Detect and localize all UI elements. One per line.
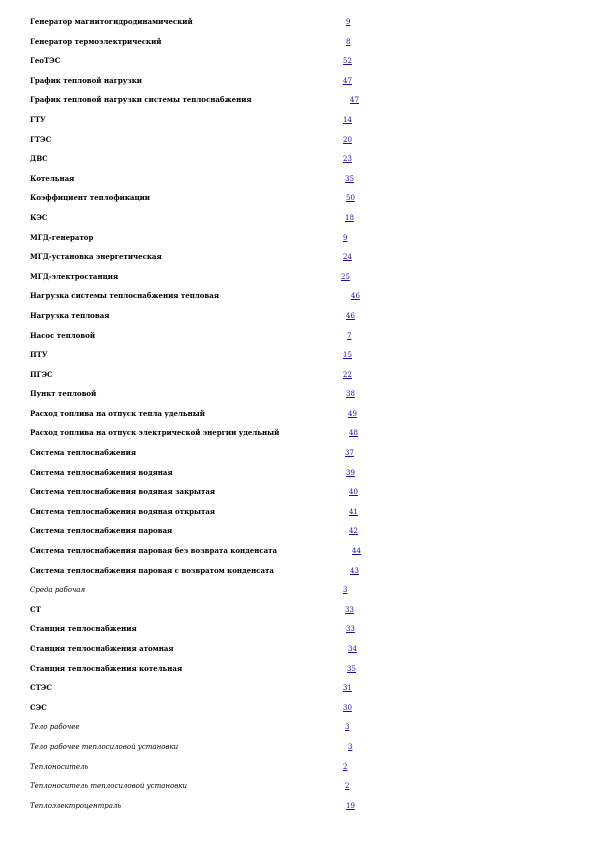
page-number-link[interactable]: 24 [343,253,352,262]
index-entry [0,661,595,681]
index-entry [0,680,595,700]
page-number-link[interactable]: 22 [343,370,352,379]
index-term: Система теплоснабжения водяная открытая [30,506,216,516]
index-entry [0,73,595,93]
index-entry [0,543,595,563]
index-term: Система теплоснабжения паровая [30,526,173,536]
index-entry [0,445,595,465]
page-number-link[interactable]: 47 [350,96,359,105]
index-term: Генератор магнитогидродинамический [30,17,193,26]
index-term: Расход топлива на отпуск электрической энергии удельный [30,428,280,438]
index-entry [0,523,595,543]
page-number-link[interactable]: 3 [343,586,348,595]
index-entry [0,719,595,739]
index-entry [0,621,595,641]
index-term: МГД-электростанция [30,271,119,281]
index-entry [0,308,595,328]
index-entry [0,484,595,504]
page-number-link[interactable]: 9 [343,233,348,242]
page-number-link[interactable]: 25 [341,272,350,281]
index-term: ДВС [30,154,48,164]
page-number-link[interactable]: 39 [346,468,355,477]
page-number-link[interactable]: 2 [343,762,348,771]
index-entry [0,759,595,779]
index-term: Система теплоснабжения паровая с возвратом конденсата [30,565,274,575]
page-number-link[interactable]: 37 [345,449,354,458]
index-term: Система теплоснабжения водяная закрытая [30,487,216,497]
index-entry [0,132,595,152]
index-term: МГД-генератор [30,232,94,242]
index-term: Генератор термоэлектрический [30,36,162,46]
index-term: Система теплоснабжения водяная [30,467,173,477]
page-number-link[interactable]: 3 [348,742,353,751]
index-entry [0,249,595,269]
index-entry [0,504,595,524]
page-number-link[interactable]: 35 [347,664,356,673]
page-number-link[interactable]: 30 [343,703,352,712]
index-term: Тело рабочее теплосиловой установки [30,742,179,751]
index-term: ГеоТЭС [30,56,61,66]
page-number-link[interactable]: 8 [346,37,351,46]
page-number-link[interactable]: 15 [343,351,352,360]
page-number-link[interactable]: 52 [343,57,352,66]
page-number-link[interactable]: 41 [349,507,358,516]
index-term: Система теплоснабжения [30,448,136,458]
index-entry [0,739,595,759]
index-entry [0,230,595,250]
page-number-link[interactable]: 35 [345,174,354,183]
index-entry [0,425,595,445]
index-term: График тепловой нагрузки системы теплоснабжения [30,95,252,105]
index-entry [0,34,595,54]
page-number-link[interactable]: 48 [349,429,358,438]
index-entry [0,92,595,112]
index-term: ГТУ [30,114,46,124]
index-entry [0,602,595,622]
index-entry [0,210,595,230]
index-term: Нагрузка тепловая [30,310,110,320]
index-term: Система теплоснабжения паровая без возврата конденсата [30,546,278,556]
page-number-link[interactable]: 19 [346,801,355,810]
index-entry [0,563,595,583]
index-entry [0,465,595,485]
index-term: Теплоноситель [30,762,89,771]
index-entry [0,190,595,210]
index-entry [0,778,595,798]
index-entry [0,171,595,191]
page-number-link[interactable]: 47 [343,76,352,85]
page-number-link[interactable]: 34 [348,645,357,653]
page-number-link[interactable]: 23 [343,155,352,164]
index-term: Среда рабочая [30,586,86,595]
index-entry [0,406,595,426]
index-entry [0,798,595,818]
index-entry [0,641,595,661]
index-term: Нагрузка системы теплоснабжения тепловая [30,291,219,301]
page-number-link[interactable]: 33 [346,625,355,634]
index-entry [0,288,595,308]
index-term: Насос тепловой [30,330,96,340]
index-term: СТ [30,604,41,614]
index-term: График тепловой нагрузки [30,75,142,85]
page-number-link[interactable]: 49 [348,409,357,418]
index-entry [0,151,595,171]
index-entry [0,14,595,34]
index-term: ГТЭС [30,134,52,144]
page-number-link[interactable]: 7 [347,331,352,340]
index-entry [0,269,595,289]
index-entry [0,347,595,367]
page-number-link[interactable]: 40 [349,488,358,497]
index-entry [0,582,595,602]
page-number-link[interactable]: 3 [345,723,350,732]
index-term: Теплоноситель теплосиловой установки [30,782,187,791]
index-term: Коэффициент теплофикации [30,193,151,203]
page-number-link[interactable]: 38 [346,390,355,399]
index-term: МГД-установка энергетическая [30,252,162,262]
page-number-link[interactable]: 50 [346,194,355,203]
index-term: СЭС [30,702,47,712]
index-term: Станция теплоснабжения [30,624,137,634]
page-number-link[interactable]: 33 [345,605,354,614]
page-number-link[interactable]: 14 [343,115,352,124]
page-number-link[interactable]: 20 [343,135,352,144]
index-entry [0,367,595,387]
page-number-link[interactable]: 2 [345,782,350,791]
page-number-link[interactable]: 31 [343,684,352,693]
index-entry [0,328,595,348]
page-number-link[interactable]: 46 [346,311,355,320]
page-number-link[interactable]: 9 [346,18,351,26]
index-entry [0,53,595,73]
index-entry [0,386,595,406]
index-term: КЭС [30,212,48,222]
index-term: Станция теплоснабжения атомная [30,644,174,653]
page-number-link[interactable]: 42 [349,527,358,536]
index-term: Расход топлива на отпуск тепла удельный [30,408,206,418]
index-term: СТЭС [30,683,52,693]
index-term: Котельная [30,173,75,183]
page-number-link[interactable]: 43 [350,566,359,575]
index-term: Станция теплоснабжения котельная [30,663,183,673]
index-entry [0,112,595,132]
index-term: Пункт тепловой [30,389,97,399]
index-term: ПТУ [30,350,48,360]
subject-index [0,14,595,817]
page-number-link[interactable]: 18 [345,213,354,222]
page-number-link[interactable]: 46 [351,292,360,301]
index-term: Теплоэлектроцентраль [30,801,122,810]
page-number-link[interactable]: 44 [352,547,361,556]
index-term: ПГЭС [30,369,53,379]
index-term: Тело рабочее [30,723,80,732]
index-entry [0,700,595,720]
